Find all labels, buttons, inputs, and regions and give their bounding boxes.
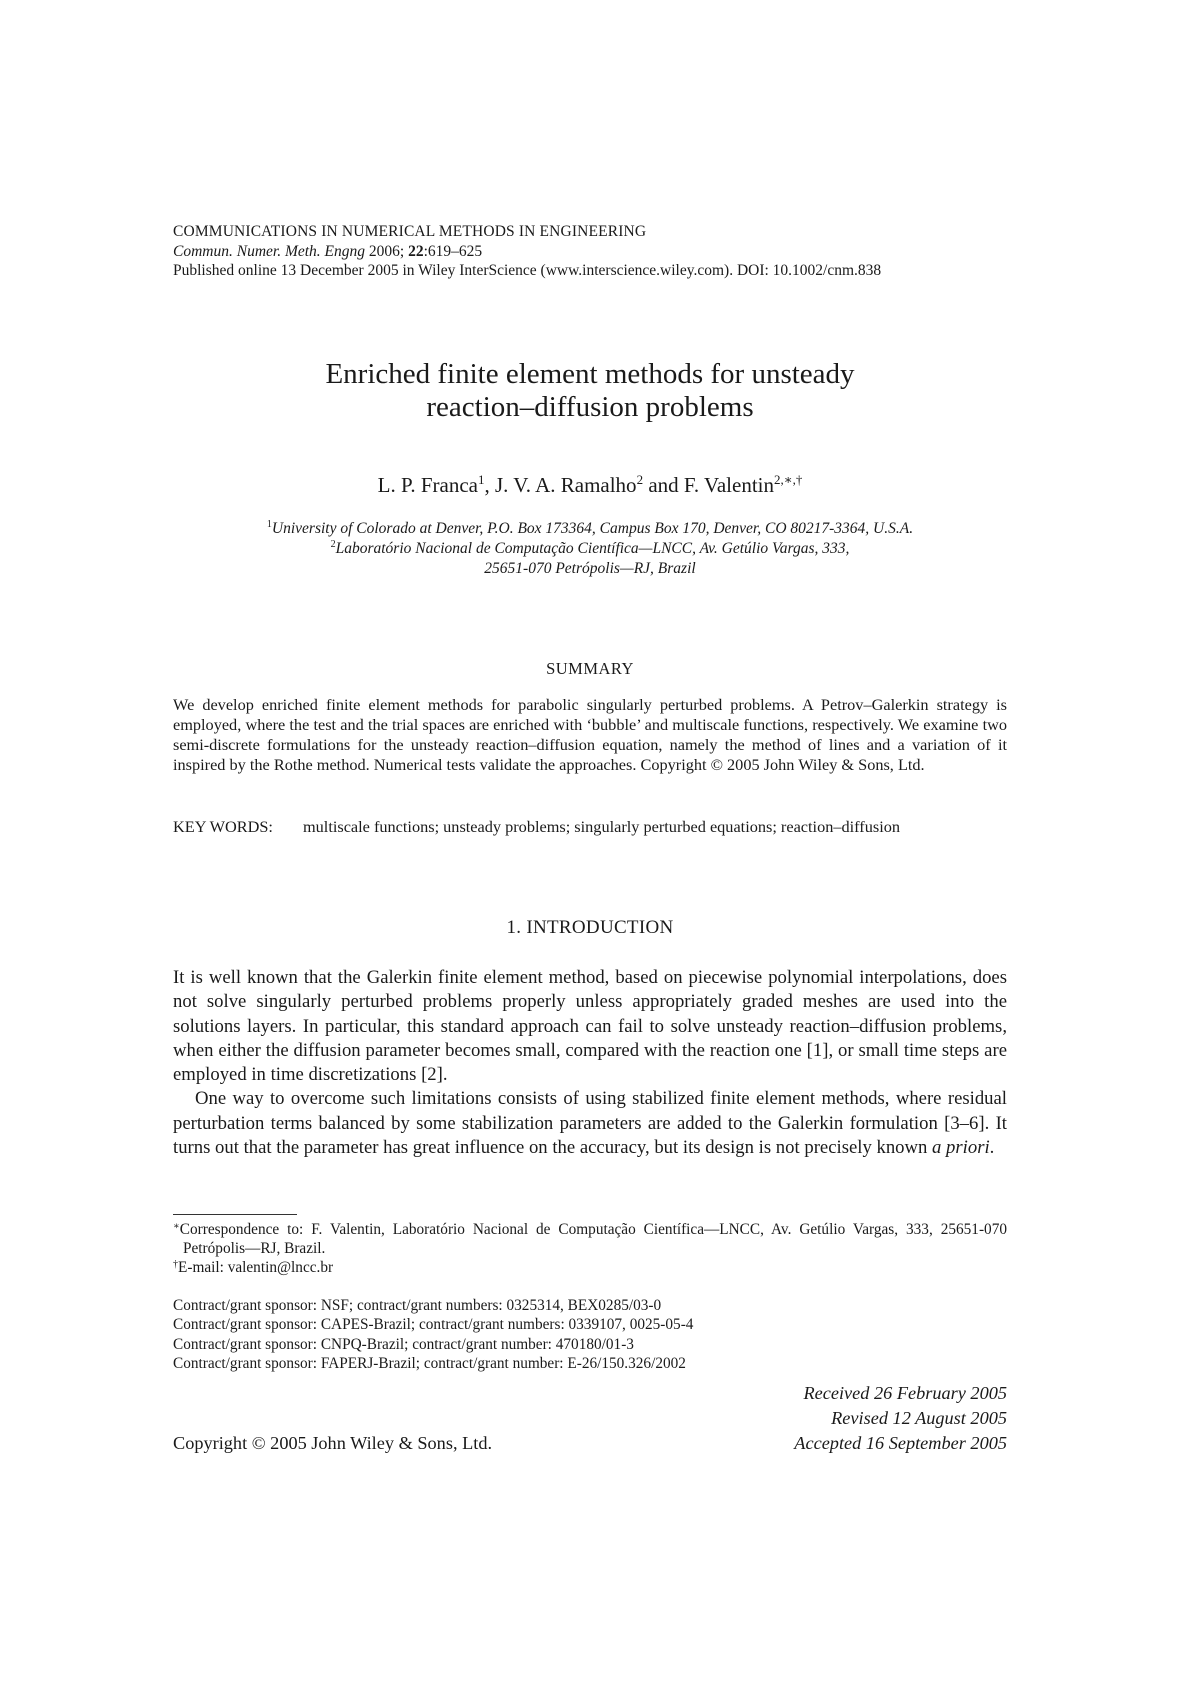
introduction-body — [173, 966, 1007, 1160]
affiliation-1: $^1$University of Colorado at Denver, P.O. Box 173364, Campus Box 170, Denver, CO 80217-3364, U.S.A. — [266, 519, 914, 537]
date-received: Received 26 February 2005 — [803, 1383, 1007, 1403]
author-1-affil: 1 — [477, 472, 485, 487]
author-2-affil: 2 — [636, 472, 644, 487]
journal-published-line: Published online 13 December 2005 in Wiley InterScience (www.interscience.wiley.com). DOI: 10.1002/cnm.838 — [173, 262, 882, 279]
author-3: and F. Valentin — [643, 473, 774, 497]
grant-line: Contract/grant sponsor: CAPES-Brazil; contract/grant numbers: 0339107, 0025-05-4 — [173, 1316, 694, 1334]
affiliation-2-line-2: 25651-070 Petrópolis—RJ, Brazil — [484, 560, 696, 577]
journal-header — [173, 222, 1007, 281]
footnote-rule — [173, 1214, 297, 1215]
affiliation-2: $^2$Laboratório Nacional de Computação Científica—LNCC, Av. Getúlio Vargas, 333, — [330, 539, 850, 557]
footnote-correspondence: ∗Correspondence to: F. Valentin, Laboratório Nacional de Computação Científica—LNCC, Av. Getúlio Vargas, 333, 25651-070 Petrópolis—RJ, Brazil. — [173, 1221, 1007, 1257]
grant-line: Contract/grant sponsor: NSF; contract/grant numbers: 0325314, BEX0285/03-0 — [173, 1297, 662, 1314]
grant-list — [173, 1296, 1007, 1373]
journal-name: COMMUNICATIONS IN NUMERICAL METHODS IN ENGINEERING — [173, 223, 647, 240]
intro-paragraph-2: One way to overcome such limitations consists of using stabilized finite element methods, where residual perturbation terms balanced by some stabilization parameters are added to the Galerkin formulation [3–6]. It turns out that the parameter has great influence on the accuracy, but its design is not precisely known a priori. — [173, 1088, 1007, 1159]
summary-text: We develop enriched finite element methods for parabolic singularly perturbed problems. A Petrov–Galerkin strategy is employed, where the test and the trial spaces are enriched with ‘bubble’ and multiscale functions, respectively. We examine two semi-discrete formulations for the unsteady reaction–diffusion equation, namely the method of lines and a variation of it inspired by the Rothe method. Numerical tests validate the approaches. Copyright © 2005 John Wiley & Sons, Ltd. — [173, 695, 1007, 774]
journal-citation — [173, 242, 1007, 262]
copyright-notice: Copyright © 2005 John Wiley & Sons, Ltd. — [173, 1433, 493, 1453]
author-2: , J. V. A. Ramalho — [484, 473, 637, 497]
footnotes — [173, 1220, 1007, 1277]
intro-paragraph-1: It is well known that the Galerkin finite element method, based on piecewise polynomial interpolations, does not solve singularly perturbed problems properly unless appropriately graded meshes are used into the solutions layers. In particular, this standard approach can fail to solve unsteady reaction–diffusion problems, when either the diffusion parameter becomes small, compared with the reaction one [1], or small time steps are employed in time discretizations [2]. — [173, 967, 1007, 1086]
footnote-email: †E-mail: valentin@lncc.br — [173, 1259, 334, 1276]
author-list — [173, 472, 1007, 498]
italic-a-priori: a priori — [932, 1137, 990, 1159]
summary-heading: SUMMARY — [546, 659, 634, 678]
date-accepted: Accepted 16 September 2005 — [794, 1433, 1007, 1453]
paper-title — [173, 358, 1007, 424]
journal-year: 2006; — [368, 242, 405, 260]
title-line-1: Enriched finite element methods for unsteady — [325, 358, 855, 390]
date-revised: Revised 12 August 2005 — [831, 1408, 1007, 1428]
grant-line: Contract/grant sponsor: FAPERJ-Brazil; contract/grant number: E-26/150.326/2002 — [173, 1354, 686, 1372]
journal-abbrev: Commun. Numer. Meth. Engng — [173, 242, 366, 260]
keywords-label: KEY WORDS: — [173, 817, 273, 836]
keywords-text: multiscale functions; unsteady problems; singularly perturbed equations; reaction–diffusion — [303, 817, 901, 836]
journal-pages: :619–625 — [423, 242, 483, 260]
author-1: L. P. Franca — [377, 473, 478, 497]
affiliations — [173, 519, 1007, 579]
journal-volume: 22 — [408, 242, 424, 260]
title-line-2: reaction–diffusion problems — [426, 391, 754, 423]
section-heading-introduction: 1. INTRODUCTION — [506, 917, 674, 938]
author-3-affil: 2,∗,† — [773, 472, 803, 487]
grant-line: Contract/grant sponsor: CNPQ-Brazil; contract/grant number: 470180/01-3 — [173, 1335, 634, 1353]
